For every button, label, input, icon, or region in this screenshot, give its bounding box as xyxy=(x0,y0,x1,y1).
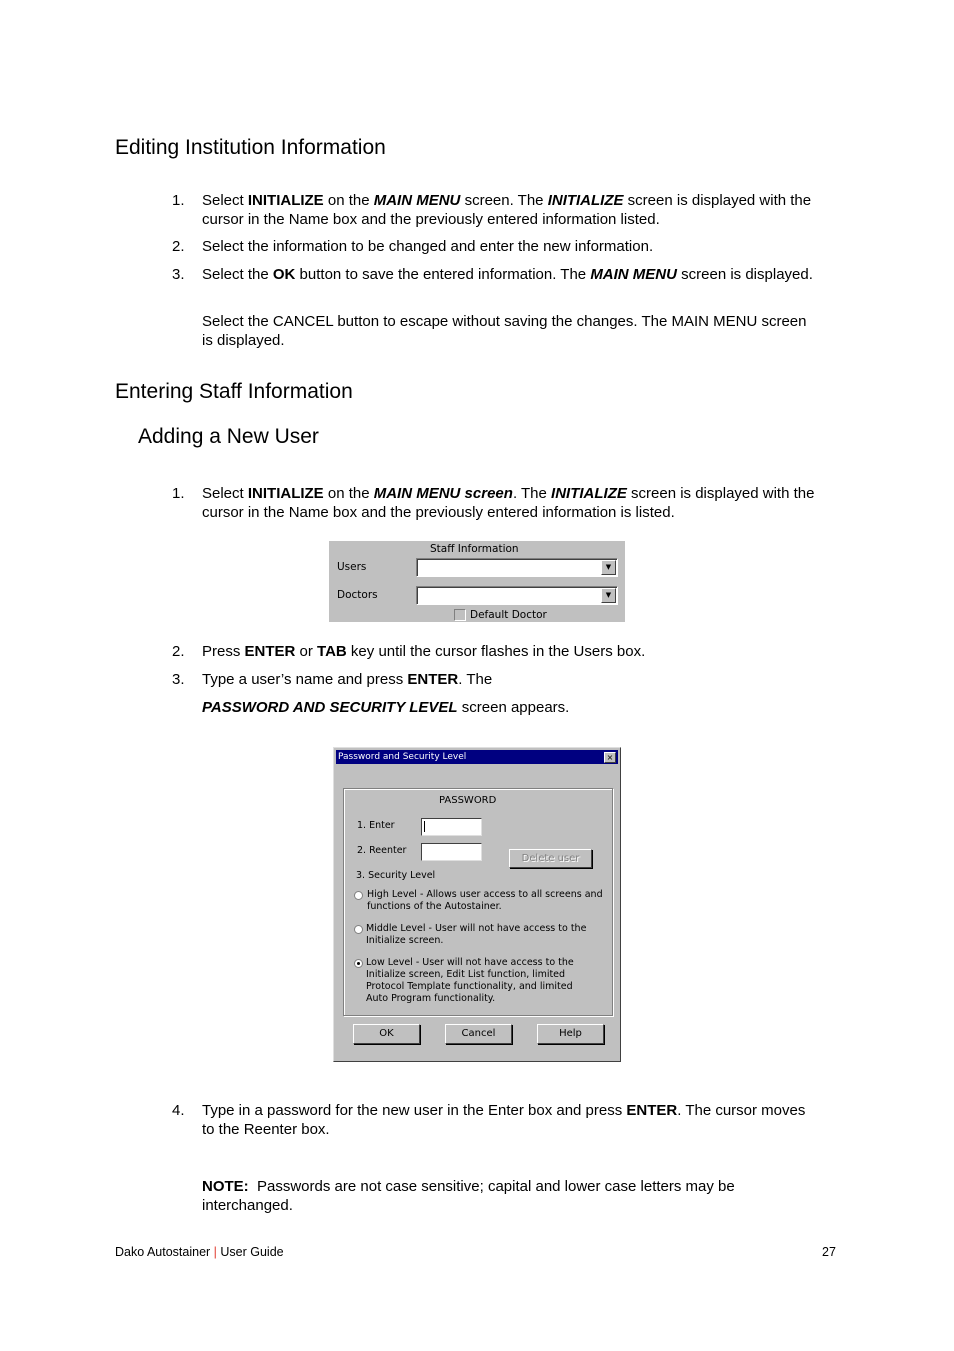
doctors-combobox[interactable] xyxy=(416,586,618,605)
password-group-title: PASSWORD xyxy=(439,795,497,806)
step-text-continued: PASSWORD AND SECURITY LEVEL screen appears. xyxy=(202,699,570,716)
security-level-label: 3. Security Level xyxy=(356,870,436,881)
step-text: Press ENTER or TAB key until the cursor flashes in the Users box. xyxy=(202,643,646,660)
note: NOTE: Passwords are not case sensitive; capital and lower case letters may be interchanged. xyxy=(202,1178,739,1214)
high-level-label: High Level - Allows user access to all screens and functions of the Autostainer. xyxy=(367,889,603,912)
enter-password-field[interactable] xyxy=(421,818,482,836)
step-text: Select the OK button to save the entered information. The MAIN MENU screen is displayed. xyxy=(202,266,813,283)
middle-level-radio[interactable] xyxy=(354,925,363,934)
footer-separator: | xyxy=(213,1245,217,1259)
reenter-password-field[interactable] xyxy=(421,843,482,861)
step-number: 2. xyxy=(172,643,185,660)
staff-information-panel xyxy=(329,541,625,622)
step-text: Type a user’s name and press ENTER. The xyxy=(202,671,493,688)
step-number: 1. xyxy=(172,192,185,209)
low-level-radio[interactable] xyxy=(354,959,363,968)
enter-label: 1. Enter xyxy=(357,820,395,831)
doctors-label: Doctors xyxy=(337,589,378,601)
subheading-adding-user: Adding a New User xyxy=(138,425,319,448)
middle-level-label: Middle Level - User will not have access to the Initialize screen. xyxy=(366,923,587,946)
step-text: Select INITIALIZE on the MAIN MENU screen. The INITIALIZE screen is displayed with the cursor in the Name box and the previously entered information is listed. xyxy=(202,485,815,521)
users-label: Users xyxy=(337,561,367,573)
text-cursor xyxy=(424,821,425,832)
step-number: 1. xyxy=(172,485,185,502)
dialog-title: Password and Security Level xyxy=(338,752,467,762)
chevron-down-icon[interactable]: ▼ xyxy=(601,560,616,575)
staff-info-title: Staff Information xyxy=(430,543,519,555)
password-security-dialog xyxy=(333,747,621,1062)
close-icon[interactable]: × xyxy=(604,752,616,763)
page-number: 27 xyxy=(822,1245,836,1259)
step-text: Type in a password for the new user in the Enter box and press ENTER. The cursor moves to the Reenter box. xyxy=(202,1102,806,1138)
delete-user-button[interactable]: Delete user xyxy=(509,849,592,868)
step-number: 2. xyxy=(172,238,185,255)
footer-title: Dako Autostainer | User Guide xyxy=(115,1245,284,1259)
users-combobox[interactable] xyxy=(416,558,618,577)
reenter-label: 2. Reenter xyxy=(357,845,407,856)
high-level-radio[interactable] xyxy=(354,891,363,900)
default-doctor-label: Default Doctor xyxy=(470,609,547,621)
ok-button[interactable]: OK xyxy=(353,1024,420,1044)
cancel-button[interactable]: Cancel xyxy=(445,1024,512,1044)
default-doctor-checkbox[interactable] xyxy=(454,609,466,621)
section-heading-editing-institution: Editing Institution Information xyxy=(115,136,386,159)
chevron-down-icon[interactable]: ▼ xyxy=(601,588,616,603)
step-number: 3. xyxy=(172,266,185,283)
dialog-titlebar xyxy=(336,750,618,764)
password-group xyxy=(343,788,613,1016)
step-text: Select the information to be changed and enter the new information. xyxy=(202,238,654,255)
cancel-note: Select the CANCEL button to escape without saving the changes. The MAIN MENU screen is displayed. xyxy=(202,313,807,349)
step-number: 3. xyxy=(172,671,185,688)
help-button[interactable]: Help xyxy=(537,1024,604,1044)
low-level-label: Low Level - User will not have access to the Initialize screen, Edit List function, limited Protocol Template functionality, and limited Auto Program functionality. xyxy=(366,957,574,1004)
step-text: Select INITIALIZE on the MAIN MENU screen. The INITIALIZE screen is displayed with the cursor in the Name box and the previously entered information listed. xyxy=(202,192,812,228)
step-number: 4. xyxy=(172,1102,185,1119)
section-heading-entering-staff: Entering Staff Information xyxy=(115,380,353,403)
